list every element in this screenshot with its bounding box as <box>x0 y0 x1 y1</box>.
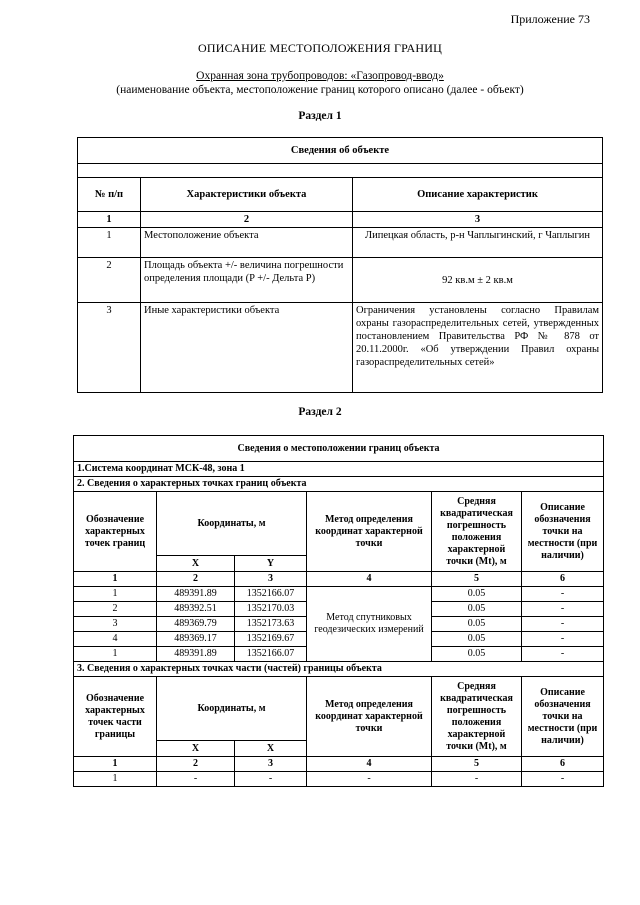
index-cell: 3 <box>235 572 307 587</box>
error-header: Средняя квадратическая погрешность положения характерной точки (Mt), м <box>432 492 522 572</box>
index-cell: 1 <box>78 212 141 228</box>
point-y: 1352166.07 <box>235 587 307 602</box>
method-cell: - <box>307 772 432 787</box>
method-header: Метод определения координат характерной точки <box>307 492 432 572</box>
point-number: 2 <box>74 602 157 617</box>
row-number: 1 <box>78 228 141 258</box>
table-row <box>74 772 604 787</box>
index-cell: 2 <box>157 757 235 772</box>
object-name-caption: (наименование объекта, местоположение границ которого описано (далее - объект) <box>116 84 524 96</box>
point-x: 489391.89 <box>157 587 235 602</box>
object-name: Охранная зона трубопроводов: «Газопровод-ввод» <box>196 70 444 82</box>
point-description: - <box>522 632 604 647</box>
table-row <box>78 303 603 393</box>
point-y: 1352170.03 <box>235 602 307 617</box>
point-description: - <box>522 602 604 617</box>
part3-title: 3. Сведения о характерных точках части (частей) границы объекта <box>74 662 604 677</box>
table-row <box>78 228 603 258</box>
point-error: - <box>432 772 522 787</box>
index-cell: 1 <box>74 572 157 587</box>
row-number: 3 <box>78 303 141 393</box>
x-header: X <box>157 741 235 757</box>
coord-system: 1.Система координат МСК-48, зона 1 <box>74 462 604 477</box>
point-x: 489392.51 <box>157 602 235 617</box>
point-description: - <box>522 587 604 602</box>
point-number: 1 <box>74 647 157 662</box>
table-row <box>78 258 603 303</box>
description-header: Описание обозначения точки на местности (при наличии) <box>522 492 604 572</box>
index-cell: 4 <box>307 572 432 587</box>
point-number: 4 <box>74 632 157 647</box>
boundary-table-title: Сведения о местоположении границ объекта <box>74 436 604 462</box>
row-characteristic: Местоположение объекта <box>141 228 353 258</box>
col-desc-header: Описание характеристик <box>353 178 603 212</box>
row-description: Ограничения установлены согласно Правилам охраны газораспределительных сетей, утвержденных постановлением Правительства РФ № 878 от 20.11.2000г. «Об утверждении Правил охраны газораспределительных сетей» <box>353 303 603 393</box>
index-cell: 6 <box>522 757 604 772</box>
designation-header: Обозначение характерных точек части границы <box>74 677 157 757</box>
point-error: 0.05 <box>432 602 522 617</box>
index-cell: 3 <box>353 212 603 228</box>
point-error: 0.05 <box>432 617 522 632</box>
point-number: 1 <box>74 587 157 602</box>
point-number: 1 <box>74 772 157 787</box>
object-info-table <box>77 137 603 393</box>
method-cell: Метод спутниковых геодезических измерений <box>307 587 432 662</box>
point-y: 1352166.07 <box>235 647 307 662</box>
part2-title: 2. Сведения о характерных точках границ объекта <box>74 477 604 492</box>
point-error: 0.05 <box>432 632 522 647</box>
row-number: 2 <box>78 258 141 303</box>
coords-header: Координаты, м <box>157 492 307 556</box>
point-description: - <box>522 647 604 662</box>
point-description: - <box>522 772 604 787</box>
description-header: Описание обозначения точки на местности (при наличии) <box>522 677 604 757</box>
point-number: 3 <box>74 617 157 632</box>
x-header: X <box>157 556 235 572</box>
object-info-table-title: Сведения об объекте <box>78 138 603 164</box>
index-cell: 5 <box>432 757 522 772</box>
point-y: 1352169.67 <box>235 632 307 647</box>
index-cell: 4 <box>307 757 432 772</box>
point-y: 1352173.63 <box>235 617 307 632</box>
index-cell: 1 <box>74 757 157 772</box>
point-error: 0.05 <box>432 647 522 662</box>
boundary-table <box>73 435 604 787</box>
table-row <box>74 587 604 602</box>
row-characteristic: Площадь объекта +/- величина погрешности определения площади (P +/- Дельта P) <box>141 258 353 303</box>
point-x: 489369.79 <box>157 617 235 632</box>
row-description: Липецкая область, р-н Чаплыгинский, г Чаплыгин <box>353 228 603 258</box>
point-x: 489369.17 <box>157 632 235 647</box>
empty-row <box>78 164 603 178</box>
y-header: X <box>235 741 307 757</box>
col-char-header: Характеристики объекта <box>141 178 353 212</box>
index-cell: 2 <box>157 572 235 587</box>
point-y: - <box>235 772 307 787</box>
point-description: - <box>522 617 604 632</box>
section1-title: Раздел 1 <box>298 110 342 122</box>
designation-header: Обозначение характерных точек границ <box>74 492 157 572</box>
point-error: 0.05 <box>432 587 522 602</box>
point-x: 489391.89 <box>157 647 235 662</box>
col-num-header: № п/п <box>78 178 141 212</box>
object-name-line <box>0 70 640 82</box>
section2-title: Раздел 2 <box>298 406 342 418</box>
index-cell: 6 <box>522 572 604 587</box>
row-characteristic: Иные характеристики объекта <box>141 303 353 393</box>
point-x: - <box>157 772 235 787</box>
index-cell: 5 <box>432 572 522 587</box>
index-cell: 3 <box>235 757 307 772</box>
index-cell: 2 <box>141 212 353 228</box>
method-header: Метод определения координат характерной точки <box>307 677 432 757</box>
document-title: ОПИСАНИЕ МЕСТОПОЛОЖЕНИЯ ГРАНИЦ <box>198 41 442 55</box>
appendix-label: Приложение 73 <box>510 12 590 26</box>
row-description: 92 кв.м ± 2 кв.м <box>353 258 603 303</box>
y-header: Y <box>235 556 307 572</box>
coords-header: Координаты, м <box>157 677 307 741</box>
error-header: Средняя квадратическая погрешность положения характерной точки (Mt), м <box>432 677 522 757</box>
